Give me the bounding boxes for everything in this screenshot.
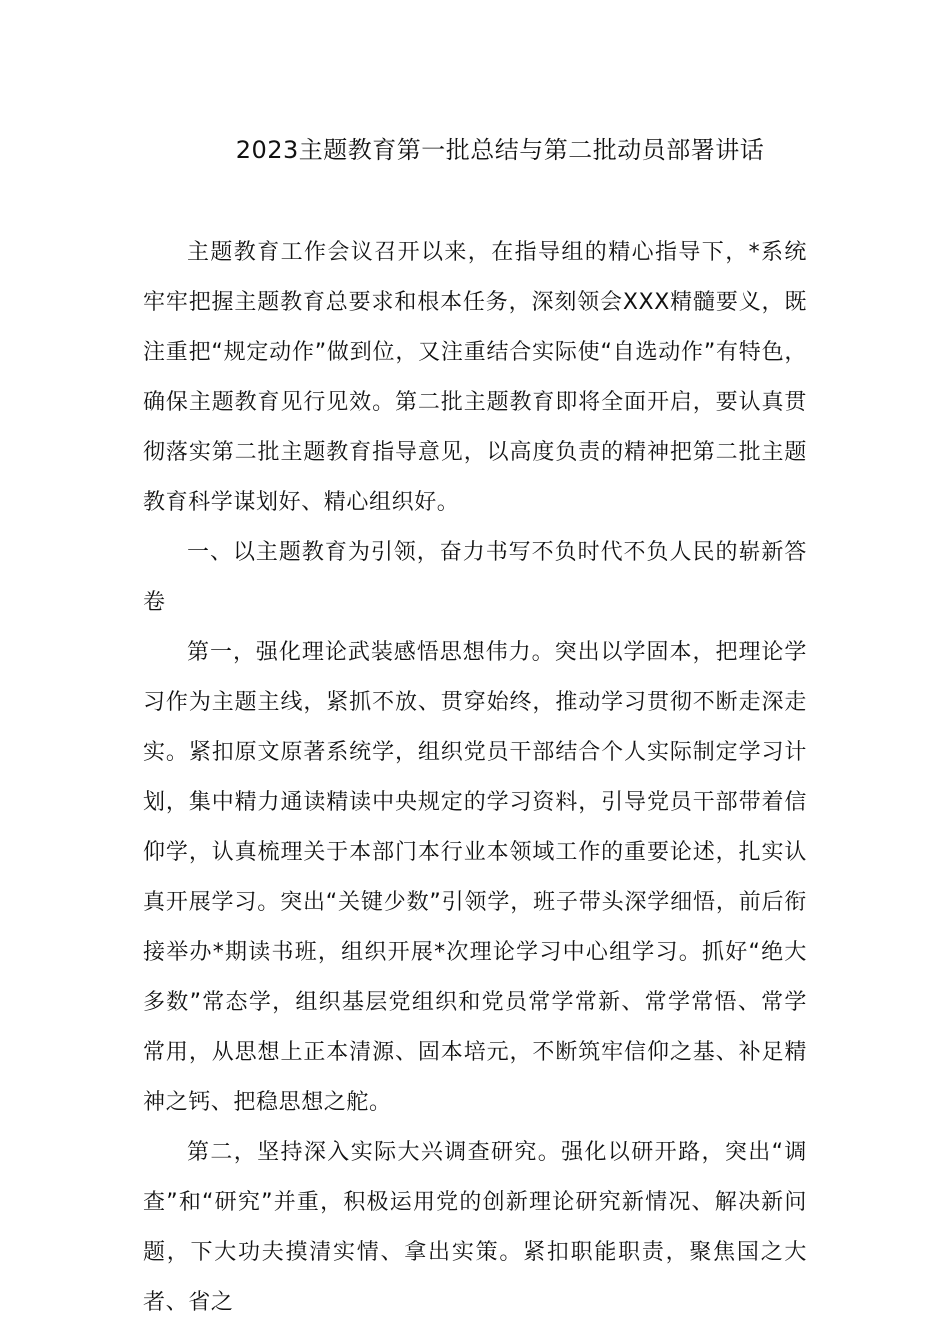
section-heading-1: 一、以主题教育为引领，奋力书写不负时代不负人民的崭新答卷 bbox=[143, 540, 807, 615]
document-body bbox=[143, 228, 807, 1328]
paragraph-intro: 主题教育工作会议召开以来，在指导组的精心指导下，*系统牢牢把握主题教育总要求和根本任务，深刻领会XXX精髓要义，既注重把“规定动作”做到位，又注重结合实际使“自选动作”有特色，确保主题教育见行见效。第二批主题教育即将全面开启，要认真贯彻落实第二批主题教育指导意见，以高度负责的精神把第二批主题教育科学谋划好、精心组织好。 bbox=[143, 240, 807, 515]
paragraph-second-point: 第二，坚持深入实际大兴调查研究。强化以研开路，突出“调查”和“研究”并重，积极运用党的创新理论研究新情况、解决新问题，下大功夫摸清实情、拿出实策。紧扣职能职责，聚焦国之大者、省之 bbox=[143, 1140, 807, 1315]
paragraph-first-point: 第一，强化理论武装感悟思想伟力。突出以学固本，把理论学习作为主题主线，紧抓不放、贯穿始终，推动学习贯彻不断走深走实。紧扣原文原著系统学，组织党员干部结合个人实际制定学习计划，集中精力通读精读中央规定的学习资料，引导党员干部带着信仰学，认真梳理关于本部门本行业本领域工作的重要论述，扎实认真开展学习。突出“关键少数”引领学，班子带头深学细悟，前后衔接举办*期读书班，组织开展*次理论学习中心组学习。抓好“绝大多数”常态学，组织基层党组织和党员常学常新、常学常悟、常学常用，从思想上正本清源、固本培元，不断筑牢信仰之基、补足精神之钙、把稳思想之舵。 bbox=[143, 640, 807, 1115]
document-title: 2023主题教育第一批总结与第二批动员部署讲话 bbox=[235, 136, 765, 164]
